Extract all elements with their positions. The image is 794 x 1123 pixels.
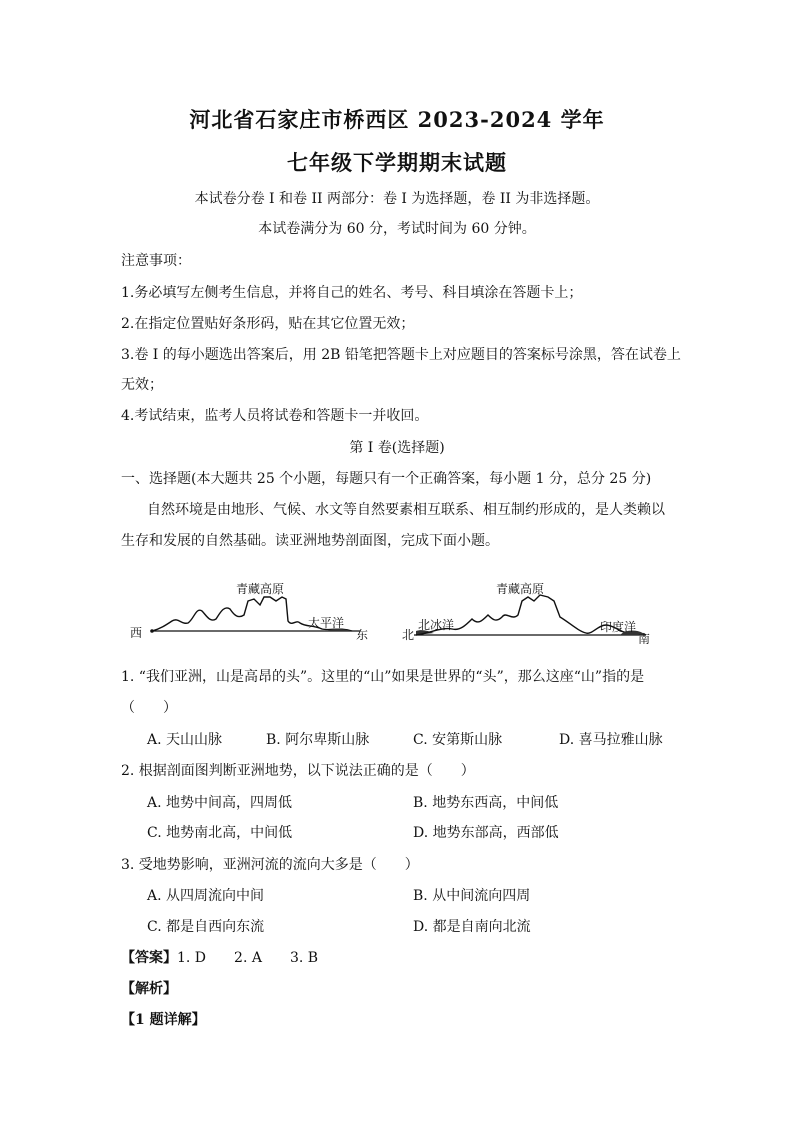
notice-item: 1.务必填写左侧考生信息，并将自己的姓名、考号、科目填涂在答题卡上； <box>121 285 583 301</box>
answer-line <box>121 947 318 967</box>
notice-heading: 注意事项： <box>121 253 191 269</box>
question-3-option-a[interactable]: A. 从四周流向中间 <box>147 888 265 904</box>
detail-label: 【1 题详解】 <box>121 1012 206 1028</box>
notice-item: 2.在指定位置贴好条形码，贴在其它位置无效； <box>121 316 415 332</box>
question-2-option-d[interactable]: D. 地势东部高，西部低 <box>413 825 559 841</box>
answer-label: 【答案】 <box>121 950 177 966</box>
question-3-option-d[interactable]: D. 都是自南向北流 <box>413 919 531 935</box>
passage-line1: 自然环境是由地形、气候、水文等自然要素相互联系、相互制约形成的，是人类赖以 <box>147 502 665 518</box>
indian-ocean-label: 印度洋 <box>600 620 637 634</box>
arctic-ocean-label: 北冰洋 <box>418 618 455 632</box>
question-3-option-c[interactable]: C. 都是自西向东流 <box>147 919 265 935</box>
west-label: 西 <box>130 626 143 640</box>
question-3-stem: 3. 受地势影响，亚洲河流的流向大多是（ ） <box>121 857 419 873</box>
question-1-option-a[interactable]: A. 天山山脉 <box>147 732 223 748</box>
exam-title-line1: 河北省石家庄市桥西区 2023-2024 学年 <box>189 107 605 132</box>
question-2-option-a[interactable]: A. 地势中间高，四周低 <box>147 795 293 811</box>
north-label: 北 <box>402 628 415 642</box>
question-1-bracket: （ ） <box>121 700 177 716</box>
intro-line2: 本试卷满分为 60 分，考试时间为 60 分钟。 <box>258 221 536 237</box>
east-label: 东 <box>356 628 369 642</box>
question-1-option-c[interactable]: C. 安第斯山脉 <box>413 732 503 748</box>
intro-line1: 本试卷分卷 I 和卷 II 两部分：卷 I 为选择题，卷 II 为非选择题。 <box>194 191 600 207</box>
question-2-option-b[interactable]: B. 地势东西高，中间低 <box>413 795 559 811</box>
answer-text: 1. D 2. A 3. B <box>177 950 319 966</box>
question-1-option-b[interactable]: B. 阿尔卑斯山脉 <box>266 732 370 748</box>
right-plateau-label: 青藏高原 <box>496 582 545 596</box>
south-label: 南 <box>638 632 651 645</box>
notice-item: 4.考试结束，监考人员将试卷和答题卡一并收回。 <box>121 408 429 424</box>
analysis-label: 【解析】 <box>121 981 177 997</box>
section-title: 第 I 卷(选择题) <box>349 440 445 456</box>
asia-terrain-profile-diagram <box>130 575 670 645</box>
notice-item: 无效； <box>121 377 163 393</box>
question-1-stem: 1. “我们亚洲，山是高昂的头”。这里的“山”如果是世界的“头”，那么这座“山”指的是 <box>121 669 645 685</box>
notice-item: 3.卷 I 的每小题选出答案后，用 2B 铅笔把答题卡上对应题目的答案标号涂黑，答在试卷上 <box>121 347 681 363</box>
exam-title-line2: 七年级下学期期末试题 <box>287 150 507 175</box>
question-2-option-c[interactable]: C. 地势南北高，中间低 <box>147 825 293 841</box>
profile-north-south <box>402 581 650 645</box>
profile-west-east <box>130 581 368 642</box>
passage-line2: 生存和发展的自然基础。读亚洲地势剖面图，完成下面小题。 <box>121 533 499 549</box>
question-2-stem: 2. 根据剖面图判断亚洲地势，以下说法正确的是（ ） <box>121 763 475 779</box>
pacific-ocean-label: 太平洋 <box>308 616 345 630</box>
question-3-option-b[interactable]: B. 从中间流向四周 <box>413 888 531 904</box>
left-plateau-label: 青藏高原 <box>236 582 285 596</box>
section-heading: 一、选择题(本大题共 25 个小题，每题只有一个正确答案，每小题 1 分，总分 25 分) <box>121 471 652 487</box>
question-1-option-d[interactable]: D. 喜马拉雅山脉 <box>559 732 663 748</box>
